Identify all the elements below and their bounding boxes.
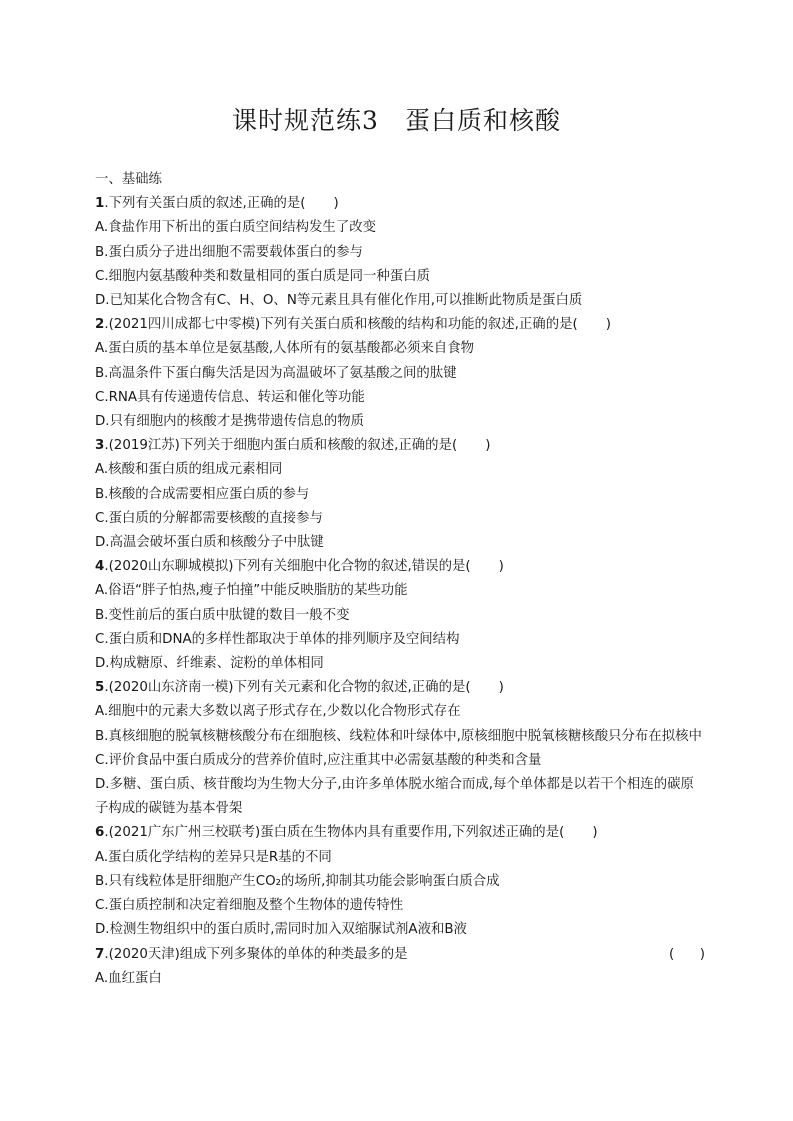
answer-paren-close: ) (592, 825, 598, 841)
question-number: 4 (95, 559, 105, 575)
question-text: .(2020天津)组成下列多聚体的单体的种类最多的是 (104, 946, 408, 962)
question-7-option-a: A.血红蛋白 (95, 970, 162, 986)
question-text: .(2020山东济南一模)下列有关元素和化合物的叙述,正确的是( (104, 680, 471, 696)
question-number: 1 (95, 196, 105, 212)
question-5-option-c: C.评价食品中蛋白质成分的营养价值时,应注重其中必需氨基酸的种类和含量 (95, 752, 542, 768)
question-3-option-a: A.核酸和蛋白质的组成元素相同 (95, 462, 283, 478)
exercise-content (95, 168, 705, 991)
question-3-option-d: D.高温会破坏蛋白质和核酸分子中肽键 (95, 535, 324, 551)
question-1-option-d: D.已知某化合物含有C、H、O、N等元素且具有催化作用,可以推断此物质是蛋白质 (95, 293, 583, 309)
title-code: 课时规范练3 (232, 106, 379, 135)
question-2-option-a: A.蛋白质的基本单位是氨基酸,人体所有的氨基酸都必须来自食物 (95, 341, 474, 357)
question-3-stem (95, 434, 705, 458)
question-number: 5 (95, 680, 105, 696)
question-number: 6 (95, 825, 105, 841)
question-1-option-c: C.细胞内氨基酸种类和数量相同的蛋白质是同一种蛋白质 (95, 268, 430, 284)
question-5-option-b: B.真核细胞的脱氧核糖核酸分布在细胞核、线粒体和叶绿体中,原核细胞中脱氧核糖核酸只分布在拟核中 (95, 728, 702, 744)
question-6-option-d: D.检测生物组织中的蛋白质时,需同时加入双缩脲试剂A液和B液 (95, 922, 467, 938)
title-name: 蛋白质和核酸 (404, 106, 561, 135)
question-2-option-c: C.RNA具有传递遗传信息、转运和催化等功能 (95, 389, 365, 405)
question-5-stem (95, 676, 705, 700)
question-5-option-d: D.多糖、蛋白质、核苷酸均为生物大分子,由许多单体脱水缩合而成,每个单体都是以若干个相连的碳原子构成的碳链为基本骨架 (95, 777, 694, 817)
answer-paren-close: ) (605, 317, 611, 333)
question-6-option-c: C.蛋白质控制和决定着细胞及整个生物体的遗传特性 (95, 898, 404, 914)
answer-paren-close: ) (498, 680, 504, 696)
question-text: .(2021广东广州三校联考)蛋白质在生物体内具有重要作用,下列叙述正确的是( (104, 825, 565, 841)
question-1-option-b: B.蛋白质分子进出细胞不需要载体蛋白的参与 (95, 244, 363, 260)
question-text: .(2019江苏)下列关于细胞内蛋白质和核酸的叙述,正确的是( (104, 438, 458, 454)
question-4-option-b: B.变性前后的蛋白质中肽键的数目一般不变 (95, 607, 350, 623)
question-2-option-b: B.高温条件下蛋白酶失活是因为高温破坏了氨基酸之间的肽键 (95, 365, 457, 381)
question-4-option-a: A.俗语“胖子怕热,瘦子怕撞”中能反映脂肪的某些功能 (95, 583, 408, 599)
question-7-stem (95, 943, 705, 967)
question-6-option-b: B.只有线粒体是肝细胞产生CO₂的场所,抑制其功能会影响蛋白质合成 (95, 873, 500, 889)
question-number: 3 (95, 438, 105, 454)
question-6-option-a: A.蛋白质化学结构的差异只是R基的不同 (95, 849, 332, 865)
question-text: .(2021四川成都七中零模)下列有关蛋白质和核酸的结构和功能的叙述,正确的是( (104, 317, 578, 333)
question-4-option-d: D.构成糖原、纤维素、淀粉的单体相同 (95, 656, 324, 672)
question-5-option-a: A.细胞中的元素大多数以离子形式存在,少数以化合物形式存在 (95, 704, 461, 720)
question-4-option-c: C.蛋白质和DNA的多样性都取决于单体的排列顺序及空间结构 (95, 631, 460, 647)
question-number: 2 (95, 317, 105, 333)
question-1-stem (95, 192, 705, 216)
answer-paren-close: ) (498, 559, 504, 575)
question-2-stem (95, 313, 705, 337)
question-3-option-b: B.核酸的合成需要相应蛋白质的参与 (95, 486, 310, 502)
section-heading: 一、基础练 (95, 172, 162, 187)
page-title (0, 101, 793, 137)
question-2-option-d: D.只有细胞内的核酸才是携带遗传信息的物质 (95, 414, 364, 430)
question-text: .(2020山东聊城模拟)下列有关细胞中化合物的叙述,错误的是( (104, 559, 471, 575)
question-1-option-a: A.食盐作用下析出的蛋白质空间结构发生了改变 (95, 220, 376, 236)
answer-paren-close: ) (333, 196, 339, 212)
question-3-option-c: C.蛋白质的分解都需要核酸的直接参与 (95, 510, 323, 526)
answer-paren: ( ) (669, 946, 705, 962)
question-number: 7 (95, 946, 105, 962)
question-6-stem (95, 821, 705, 845)
question-text: .下列有关蛋白质的叙述,正确的是( (104, 196, 306, 212)
answer-paren-close: ) (485, 438, 491, 454)
question-4-stem (95, 555, 705, 579)
